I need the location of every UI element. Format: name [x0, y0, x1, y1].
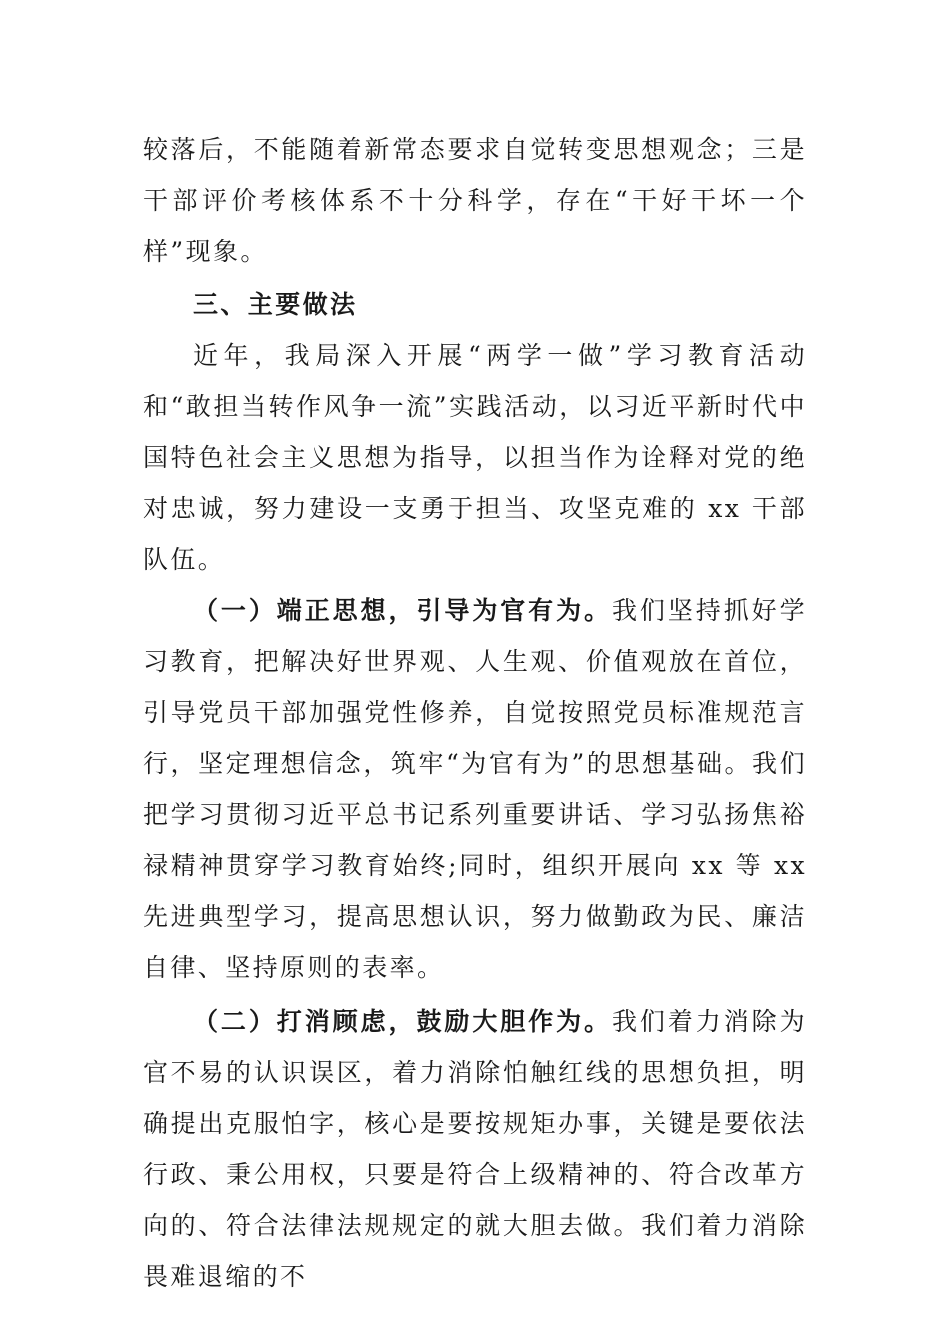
subsection-body: 我们坚持抓好学习教育，把解决好世界观、人生观、价值观放在首位，引导党员干部加强党性修养，自觉按照党员标准规范言行，坚定理想信念，筑牢“为官有为”的思想基础。我们把学习贯彻习近平总书记系列重要讲话、学习弘扬焦裕禄精神贯穿学习教育始终;同时，组织开展向 xx 等 xx 先进典型学习，提高思想认识，努力做勤政为民、廉洁自律、坚持原则的表率。 — [143, 596, 807, 982]
document-body — [143, 124, 807, 1302]
paragraph-text: 近年，我局深入开展“两学一做”学习教育活动和“敢担当转作风争一流”实践活动，以习近平新时代中国特色社会主义思想为指导，以担当作为诠释对党的绝对忠诚，努力建设一支勇于担当、攻坚克难的 xx 干部队伍。 — [143, 341, 807, 574]
section-heading-text: 三、主要做法 — [193, 290, 358, 319]
paragraph-intro — [143, 330, 807, 585]
subsection-body: 我们着力消除为官不易的认识误区，着力消除怕触红线的思想负担，明确提出克服怕字，核心是要按规矩办事，关键是要依法行政、秉公用权，只要是符合上级精神的、符合改革方向的、符合法律法规规定的就大胆去做。我们着力消除畏难退缩的不 — [143, 1007, 807, 1291]
subsection-2 — [143, 996, 807, 1302]
subsection-1 — [143, 585, 807, 993]
section-heading — [143, 279, 807, 330]
subsection-lead: （二）打消顾虑，鼓励大胆作为。 — [193, 1007, 612, 1036]
paragraph-continuation — [143, 124, 807, 277]
subsection-lead: （一）端正思想，引导为官有为。 — [193, 596, 612, 625]
paragraph-text: 较落后，不能随着新常态要求自觉转变思想观念；三是干部评价考核体系不十分科学，存在“干好干坏一个样”现象。 — [143, 135, 807, 266]
